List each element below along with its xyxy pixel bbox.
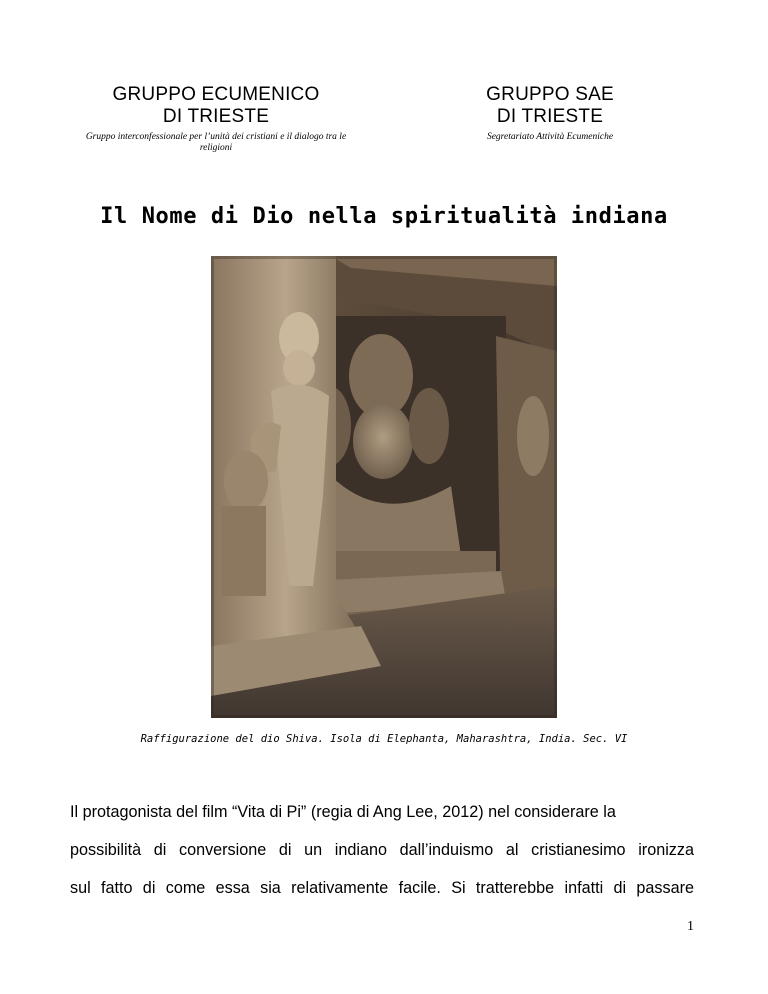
group-description-right: Segretariato Attività Ecumeniche [486,132,614,142]
header-right [438,84,662,143]
document-title: Il Nome di Dio nella spiritualità indiana [100,204,668,229]
image-caption: Raffigurazione del dio Shiva. Isola di Elephanta, Maharashtra, India. Sec. VI [140,733,628,745]
paragraph-line: possibilità di conversione di un indiano dall’induismo al cristianesimo ironizza [70,841,694,859]
paragraph-line: sul fatto di come essa sia relativamente facile. Si tratterebbe infatti di passare [70,879,694,897]
body-paragraph [70,793,694,907]
page-number: 1 [687,919,694,934]
paragraph-line: Il protagonista del film “Vita di Pi” (regia di Ang Lee, 2012) nel considerare la [70,803,616,821]
group-name-right: GRUPPO SAE DI TRIESTE [486,84,614,127]
group-description-left: Gruppo interconfessionale per l’unità dei cristiani e il dialogo tra le religioni [85,132,347,153]
group-name-left: GRUPPO ECUMENICO DI TRIESTE [112,84,320,127]
shiva-sculpture-photo [211,256,557,718]
header-left [70,84,362,154]
